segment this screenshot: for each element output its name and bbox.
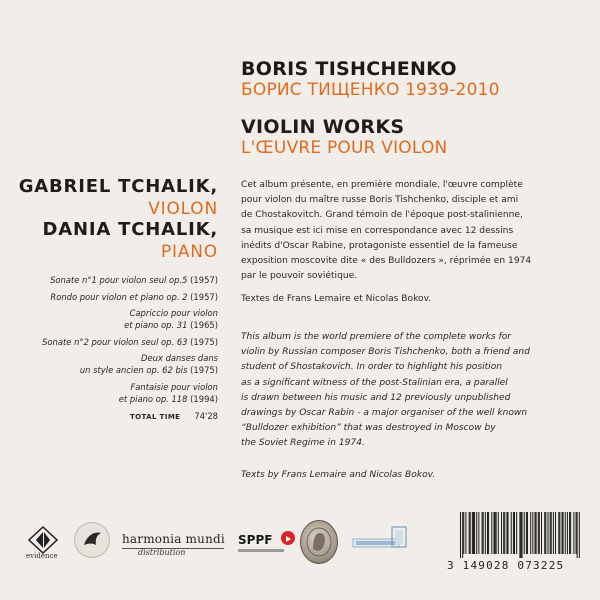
text-line: par le pouvoir soviétique. <box>241 271 358 282</box>
barcode-bar <box>559 512 560 554</box>
barcode-bar <box>478 512 479 554</box>
barcode-bar <box>570 512 571 554</box>
barcode-bar <box>536 512 537 554</box>
track-title: Sonate n°1 pour violon seul op.5 <box>50 275 191 285</box>
text-line: violin by Russian composer Boris Tishchenko, both a friend and <box>241 347 530 358</box>
track-year: (1994) <box>190 393 218 404</box>
barcode-bar <box>553 512 554 554</box>
track-title: Deux danses dans <box>141 353 218 363</box>
credits-french: Textes de Frans Lemaire et Nicolas Bokov. <box>241 294 432 304</box>
barcode-bar <box>485 512 486 554</box>
track-item <box>28 336 218 348</box>
evidence-label: evidence <box>26 552 58 560</box>
text-line: as a significant witness of the post-Stalinian era, a parallel <box>241 377 508 388</box>
text-line: This album is the world premiere of the complete works for <box>241 332 512 342</box>
barcode-bar <box>508 512 509 554</box>
track-title-cont: un style ancien op. 62 bis <box>79 365 191 375</box>
barcode-bar <box>520 512 521 558</box>
track-year: (1957) <box>190 275 218 285</box>
barcode-bar <box>482 512 483 554</box>
barcode-bar <box>503 512 504 554</box>
composer-name-cyrillic: БОРИС ТИЩЕНКО 1939-2010 <box>241 80 500 100</box>
track-title: Capriccio pour violon <box>129 308 218 318</box>
performer-name: DANIA TCHALIK, <box>42 219 218 240</box>
barcode-bar <box>487 512 488 554</box>
description-french <box>241 178 581 284</box>
barcode-bar <box>462 512 463 558</box>
barcode-bar <box>491 512 492 554</box>
barcode-bar <box>535 512 536 554</box>
composer-name: BORIS TISHCHENKO <box>241 58 457 80</box>
barcode-bar <box>470 512 471 554</box>
barcode-bar <box>530 512 531 554</box>
barcode-bar <box>526 512 527 554</box>
text-line: “Bulldozer exhibition” that was destroyed in Moscow by <box>241 423 496 434</box>
album-title-french: L'ŒUVRE POUR VIOLON <box>241 138 448 158</box>
barcode-bar <box>544 512 545 554</box>
track-item <box>28 274 218 286</box>
evidence-logo-icon <box>28 526 58 554</box>
track-item <box>28 307 218 331</box>
barcode-bar <box>579 512 580 558</box>
text-line: drawings by Oscar Rabin - a major organiser of the well known <box>241 408 528 419</box>
description-english <box>241 330 581 452</box>
alkonost-logo-icon <box>74 522 110 558</box>
barcode-bar <box>469 512 470 554</box>
track-title-cont: et piano op. 31 <box>124 320 191 330</box>
track-year: (1957) <box>190 291 218 302</box>
barcode-bar <box>555 512 556 554</box>
barcode-bar <box>573 512 574 554</box>
tishchenko-committee-logo-icon <box>352 525 408 551</box>
performer-name: GABRIEL TCHALIK, <box>18 176 218 197</box>
text-line: is drawn between his music and 12 previously unpublished <box>241 392 511 403</box>
track-item <box>28 381 218 405</box>
barcode-bar <box>472 512 473 554</box>
barcode-number: 3 149028 073225 <box>447 559 565 572</box>
barcode-bar <box>565 512 566 554</box>
credits-english: Texts by Frans Lemaire and Nicolas Bokov. <box>241 470 436 480</box>
barcode-bar <box>516 512 517 554</box>
total-time <box>28 410 218 423</box>
barcode-bar <box>501 512 502 554</box>
track-title: Rondo pour violon et piano op. 2 <box>50 291 191 302</box>
barcode-bar <box>567 512 568 554</box>
barcode-bar <box>539 512 540 554</box>
barcode-bar <box>465 512 466 554</box>
tracklist <box>28 274 218 423</box>
text-line: exposition moscovite dite « des Bulldozers », réprimée en 1974 <box>241 256 532 267</box>
track-year: (1975) <box>190 365 218 375</box>
track-item <box>28 352 218 376</box>
barcode-bar <box>514 512 515 554</box>
barcode-bar <box>474 512 475 554</box>
barcode-bar <box>562 512 563 554</box>
sppf-tagline-mark <box>238 549 284 552</box>
track-title-cont: et piano op. 118 <box>118 393 191 404</box>
barcode-bar <box>547 512 548 554</box>
barcode-bar <box>504 512 505 554</box>
track-item <box>28 291 218 303</box>
red-circle-arrow-icon <box>281 531 295 545</box>
barcode-bar <box>498 512 499 554</box>
barcode-bar <box>522 512 523 558</box>
distribution-label: distribution <box>138 548 186 557</box>
track-year: (1965) <box>190 320 218 330</box>
barcode-bar <box>476 512 477 554</box>
barcode-bar <box>545 512 546 554</box>
text-line: student of Shostakovich. In order to highlight his position <box>241 362 503 373</box>
barcode-bar <box>532 512 533 554</box>
text-line: sa musique est ici mise en correspondance avec 12 dessins <box>241 225 514 236</box>
barcode-icon <box>460 512 580 558</box>
barcode-bar <box>488 512 489 554</box>
barcode-bar <box>483 512 484 554</box>
text-line: inédits d'Oscar Rabine, protagoniste essentiel de la fameuse <box>241 240 518 251</box>
performer-instrument: PIANO <box>161 242 218 262</box>
text-line: Cet album présente, en première mondiale, l'œuvre complète <box>241 180 523 190</box>
sppf-logo: SPPF <box>238 533 273 547</box>
barcode-bar <box>563 512 564 554</box>
barcode-bar <box>495 512 496 554</box>
barcode-bar <box>538 512 539 554</box>
barcode-bar <box>558 512 559 554</box>
barcode-bar <box>527 512 528 554</box>
harmonia-mundi-logo: harmonia mundi <box>122 532 225 546</box>
album-title: VIOLIN WORKS <box>241 116 405 138</box>
barcode-bar <box>550 512 551 554</box>
total-time-value: 74'28 <box>194 410 218 421</box>
track-year: (1975) <box>190 336 218 347</box>
track-title: Sonate n°2 pour violon seul op. 63 <box>42 336 191 347</box>
barcode-bar <box>496 512 497 554</box>
text-line: de Chostakovitch. Grand témoin de l'époque post-stalinienne, <box>241 210 523 221</box>
total-time-label: TOTAL TIME <box>129 412 181 421</box>
barcode-bar <box>460 512 461 558</box>
performer-instrument: VIOLON <box>148 199 218 219</box>
barcode-bar <box>524 512 525 554</box>
barcode-bar <box>519 512 520 558</box>
portrait-medal-icon <box>300 520 338 564</box>
barcode-bar <box>569 512 570 554</box>
barcode-bar <box>463 512 464 554</box>
barcode-bar <box>576 512 577 554</box>
barcode-bar <box>513 512 514 554</box>
barcode-bar <box>493 512 494 554</box>
barcode-bar <box>506 512 507 554</box>
barcode-bar <box>551 512 552 554</box>
text-line: pour violon du maître russe Boris Tishchenko, disciple et ami <box>241 195 519 206</box>
barcode-bar <box>577 512 578 558</box>
barcode-bar <box>473 512 474 554</box>
track-title: Fantaisie pour violon <box>130 381 218 392</box>
text-line: the Soviet Regime in 1974. <box>241 438 365 449</box>
barcode-bar <box>541 512 542 554</box>
barcode-bar <box>511 512 512 554</box>
